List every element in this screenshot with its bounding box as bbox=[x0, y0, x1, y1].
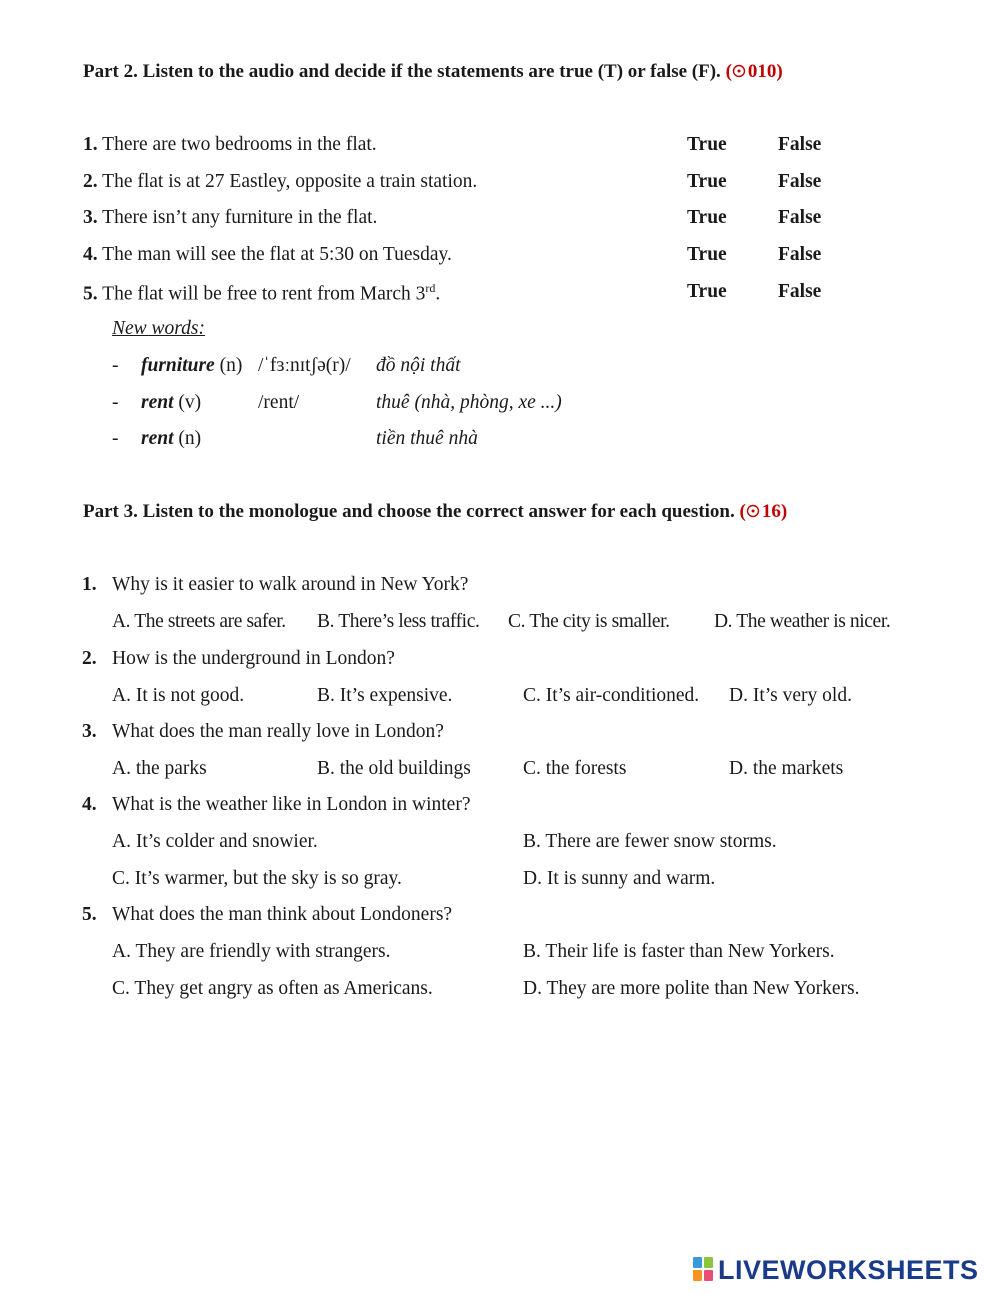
statement-text: There are two bedrooms in the flat. bbox=[102, 134, 377, 155]
answer-option[interactable]: D. the markets bbox=[729, 758, 844, 779]
question-text: What does the man really love in London? bbox=[112, 721, 444, 742]
word-entry bbox=[141, 355, 242, 377]
word-entry bbox=[141, 428, 201, 450]
logo-text: LIVEWORKSHEETS bbox=[718, 1254, 979, 1285]
liveworksheets-logo bbox=[693, 1256, 979, 1284]
word-dash: - bbox=[112, 392, 119, 413]
true-option[interactable]: True bbox=[687, 171, 727, 192]
answer-option[interactable]: D. The weather is nicer. bbox=[714, 611, 891, 632]
statement-superscript: rd bbox=[425, 281, 436, 295]
true-option[interactable]: True bbox=[687, 207, 727, 228]
false-option[interactable]: False bbox=[778, 134, 822, 155]
question-text: What does the man think about Londoners? bbox=[112, 904, 453, 925]
word-meaning: thuê (nhà, phòng, xe ...) bbox=[376, 392, 562, 413]
new-words-label: New words: bbox=[112, 318, 205, 339]
answer-option[interactable]: A. They are friendly with strangers. bbox=[112, 941, 391, 962]
question-text: What is the weather like in London in winter? bbox=[112, 794, 471, 815]
part3-track: ( 16) bbox=[739, 501, 788, 522]
word-entry bbox=[141, 392, 201, 414]
false-option[interactable]: False bbox=[778, 171, 822, 192]
word-meaning: tiền thuê nhà bbox=[376, 428, 478, 449]
answer-option[interactable]: B. It’s expensive. bbox=[317, 685, 453, 706]
question-text: How is the underground in London? bbox=[112, 648, 395, 669]
question-number: 5. bbox=[82, 904, 97, 925]
statement-text: The man will see the flat at 5:30 on Tuesday. bbox=[102, 244, 452, 265]
answer-option[interactable]: A. The streets are safer. bbox=[112, 611, 286, 632]
part2-track: ( 010) bbox=[725, 61, 783, 82]
false-option[interactable]: False bbox=[778, 281, 822, 302]
word-pos: (n) bbox=[214, 355, 243, 376]
word-meaning: đồ nội thất bbox=[376, 355, 461, 376]
word-pos: (n) bbox=[173, 428, 202, 449]
word-dash: - bbox=[112, 428, 119, 449]
question-number: 4. bbox=[82, 794, 97, 815]
word-term: furniture bbox=[141, 355, 215, 376]
answer-option[interactable]: B. the old buildings bbox=[317, 758, 471, 779]
question-number: 1. bbox=[82, 574, 97, 595]
word-ipa: /ˈfɜːnɪtʃə(r)/ bbox=[258, 355, 351, 376]
answer-option[interactable]: C. It’s air-conditioned. bbox=[523, 685, 700, 706]
word-term: rent bbox=[141, 428, 174, 449]
part3-heading-text: Part 3. Listen to the monologue and choose the correct answer for each question. bbox=[83, 501, 735, 522]
true-option[interactable]: True bbox=[687, 244, 727, 265]
word-ipa: /rent/ bbox=[258, 392, 300, 413]
answer-option[interactable]: C. the forests bbox=[523, 758, 627, 779]
question-number: 3. bbox=[82, 721, 97, 742]
false-option[interactable]: False bbox=[778, 207, 822, 228]
statement-number: 3. bbox=[83, 207, 98, 228]
cd-audio-icon bbox=[746, 504, 760, 518]
word-dash: - bbox=[112, 355, 119, 376]
true-option[interactable]: True bbox=[687, 281, 727, 302]
statement-row bbox=[83, 281, 440, 306]
question-number: 2. bbox=[82, 648, 97, 669]
part3-heading bbox=[83, 501, 787, 523]
liveworksheets-logo-icon bbox=[693, 1257, 715, 1283]
answer-option[interactable]: C. It’s warmer, but the sky is so gray. bbox=[112, 868, 402, 889]
answer-option[interactable]: B. Their life is faster than New Yorkers. bbox=[523, 941, 835, 962]
answer-option[interactable]: D. They are more polite than New Yorkers. bbox=[523, 978, 860, 999]
answer-option[interactable]: C. They get angry as often as Americans. bbox=[112, 978, 433, 999]
statement-number: 1. bbox=[83, 134, 98, 155]
question-text: Why is it easier to walk around in New York? bbox=[112, 574, 469, 595]
statement-end: . bbox=[435, 283, 441, 305]
part2-heading-text: Part 2. Listen to the audio and decide if the statements are true (T) or false (F). bbox=[83, 61, 721, 82]
answer-option[interactable]: B. There’s less traffic. bbox=[317, 611, 480, 632]
answer-option[interactable]: A. It is not good. bbox=[112, 685, 245, 706]
answer-option[interactable]: A. the parks bbox=[112, 758, 207, 779]
answer-option[interactable]: C. The city is smaller. bbox=[508, 611, 670, 632]
false-option[interactable]: False bbox=[778, 244, 822, 265]
statement-row bbox=[83, 134, 377, 156]
statement-number: 5. bbox=[83, 283, 98, 305]
answer-option[interactable]: A. It’s colder and snowier. bbox=[112, 831, 318, 852]
word-term: rent bbox=[141, 392, 174, 413]
statement-text: The flat is at 27 Eastley, opposite a train station. bbox=[102, 171, 478, 192]
statement-text: There isn’t any furniture in the flat. bbox=[102, 207, 378, 228]
statement-number: 4. bbox=[83, 244, 98, 265]
statement-row bbox=[83, 171, 477, 193]
cd-audio-icon bbox=[732, 64, 746, 78]
answer-option[interactable]: D. It’s very old. bbox=[729, 685, 852, 706]
true-option[interactable]: True bbox=[687, 134, 727, 155]
word-pos: (v) bbox=[173, 392, 202, 413]
answer-option[interactable]: B. There are fewer snow storms. bbox=[523, 831, 777, 852]
statement-row bbox=[83, 244, 452, 266]
statement-row bbox=[83, 207, 377, 229]
part2-heading bbox=[83, 61, 783, 83]
statement-number: 2. bbox=[83, 171, 98, 192]
answer-option[interactable]: D. It is sunny and warm. bbox=[523, 868, 716, 889]
statement-text: The flat will be free to rent from March 3 bbox=[102, 283, 426, 305]
